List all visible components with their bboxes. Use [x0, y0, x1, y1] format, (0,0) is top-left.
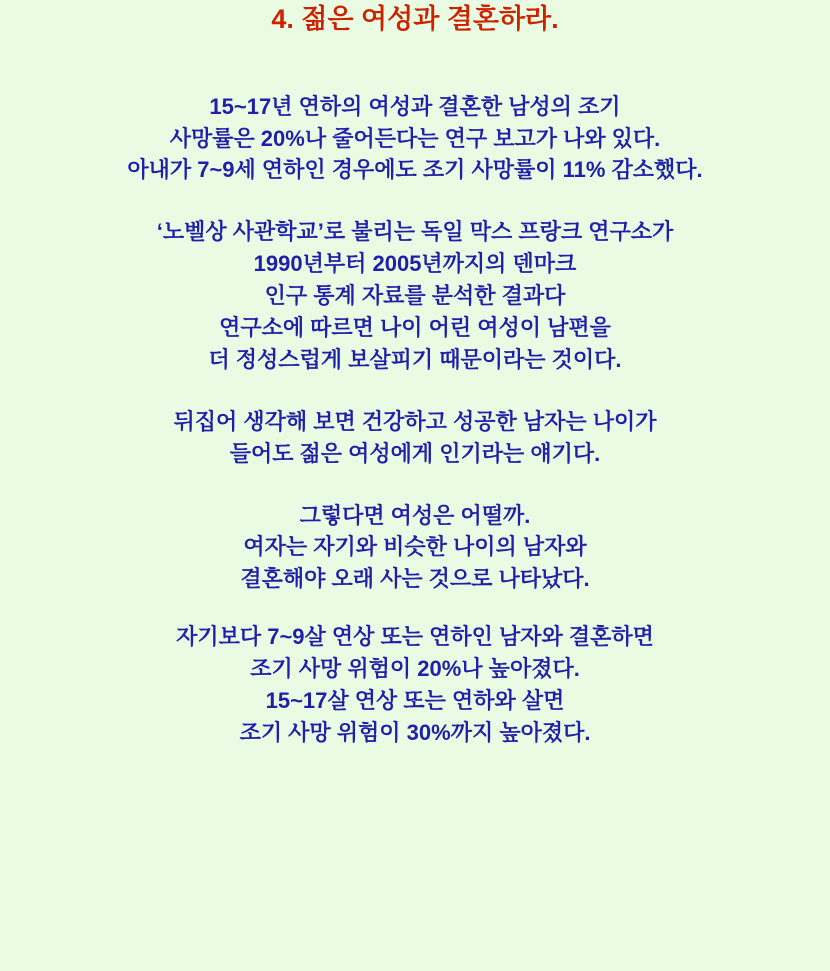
paragraph-4: [14, 500, 816, 596]
paragraph-line: 자기보다 7~9살 연상 또는 연하인 남자와 결혼하면: [176, 624, 654, 650]
paragraph-line: 사망률은 20%나 줄어든다는 연구 보고가 나와 있다.: [169, 125, 661, 151]
paragraph-line: 그렇다면 여성은 어떨까.: [299, 502, 531, 528]
paragraph-line: 뒤집어 생각해 보면 건강하고 성공한 남자는 나이가: [173, 408, 657, 434]
paragraph-line: 조기 사망 위험이 20%나 높아졌다.: [250, 656, 580, 682]
paragraph-line: 결혼해야 오래 사는 것으로 나타났다.: [240, 566, 590, 592]
paragraph-gap: [14, 376, 816, 406]
paragraph-line: 아내가 7~9세 연하인 경우에도 조기 사망률이 11% 감소했다.: [127, 157, 703, 183]
paragraph-line: 여자는 자기와 비슷한 나이의 남자와: [243, 534, 587, 560]
paragraph-5: [14, 621, 816, 749]
paragraph-gap: [14, 595, 816, 621]
paragraph-line: 인구 통계 자료를 분석한 결과다: [264, 283, 566, 309]
paragraph-gap: [14, 186, 816, 216]
document-body: [0, 91, 830, 749]
paragraph-line: 15~17년 연하의 여성과 결혼한 남성의 조기: [209, 93, 621, 119]
title-body-spacer: [0, 35, 830, 91]
paragraph-line: 15~17살 연상 또는 연하와 살면: [265, 688, 565, 714]
document-page: [0, 5, 830, 971]
paragraph-line: ‘노벨상 사관학교’로 불리는 독일 막스 프랑크 연구소가: [156, 219, 674, 245]
paragraph-2: [14, 216, 816, 375]
paragraph-line: 조기 사망 위험이 30%까지 높아졌다.: [239, 719, 591, 745]
paragraph-line: 1990년부터 2005년까지의 덴마크: [253, 251, 577, 277]
paragraph-line: 연구소에 따르면 나이 어린 여성이 남편을: [219, 315, 611, 341]
paragraph-1: [14, 91, 816, 187]
paragraph-3: [14, 406, 816, 470]
paragraph-line: 들어도 젊은 여성에게 인기라는 얘기다.: [229, 440, 601, 466]
paragraph-gap: [14, 470, 816, 500]
paragraph-line: 더 정성스럽게 보살피기 때문이라는 것이다.: [208, 346, 622, 372]
page-title: 4. 젊은 여성과 결혼하라.: [271, 4, 559, 34]
